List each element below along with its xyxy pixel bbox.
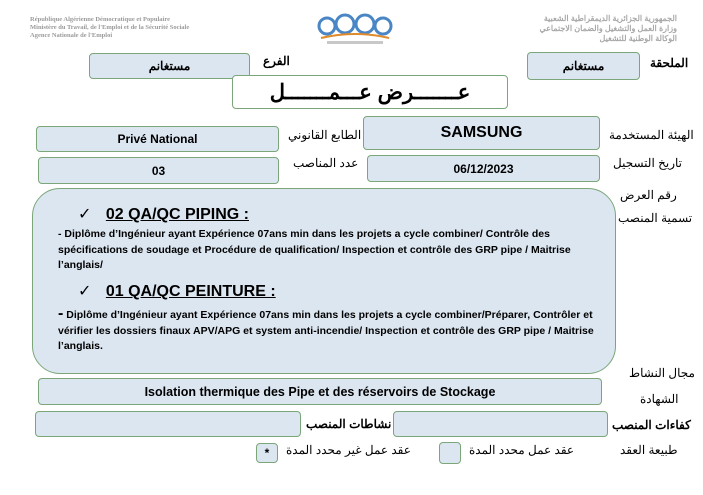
header-left-line-3: Agence Nationale de l'Emploi	[30, 32, 113, 39]
header-right-line-2: وزارة العمل والتشغيل والضمان الاجتماعي	[539, 24, 677, 33]
annex-value: مستغانم	[562, 59, 605, 73]
section-2-text: Diplôme d’Ingénieur ayant Expérience 07ans min dans les projets a cycle combiner/Préparer, Contrôler et vérifier les dossiers finaux APV/APG et system anti-incendie/ Inspection et contrôle des GRP pipe / Maitrise l’anglais.	[58, 309, 594, 352]
position-title-label: تسمية المنصب	[618, 211, 693, 225]
checkmark-icon: ✓	[78, 283, 92, 300]
competencies-label: كفاءات المنصب	[612, 418, 691, 432]
contract-indefinite-label: عقد عمل غير محدد المدة	[286, 443, 411, 457]
contract-label: طبيعة العقد	[620, 443, 678, 457]
activities-label: نشاطات المنصب	[306, 417, 392, 431]
section-1-header	[78, 204, 249, 224]
activities-field[interactable]	[35, 411, 301, 437]
legal-status-value: Privé National	[117, 132, 198, 146]
contract-fixed-checkbox[interactable]	[439, 442, 461, 464]
document-title: عـــــــرض عـــمـــــــل	[232, 75, 508, 109]
contract-indefinite-checkbox[interactable]	[256, 443, 278, 463]
section-2-header	[78, 281, 276, 301]
section-1-title: 02 QA/QC PIPING :	[105, 206, 249, 223]
branch-value: مستغانم	[148, 59, 191, 73]
header-right-line-3: الوكالة الوطنية للتشغيل	[599, 34, 677, 43]
header-left-line-1: République Algérienne Démocratique et Populaire	[30, 16, 170, 23]
certificate-label: الشهادة	[640, 392, 679, 406]
section-2-title: 01 QA/QC PEINTURE :	[105, 283, 276, 300]
header-right-line-1: الجمهورية الجزائرية الديمقراطية الشعبية	[543, 14, 677, 23]
registration-date-value: 06/12/2023	[453, 161, 514, 176]
section-1-text: - Diplôme d’Ingénieur ayant Expérience 07ans min dans les projets a cycle combiner/ Contrôle des spécifications de soudage et Procédure de qualification/ Inspection et contrôle des GRP pipe / Maitrise l’anglais/	[58, 228, 571, 271]
employer-field[interactable]	[363, 116, 600, 150]
checkmark-icon: ✓	[78, 206, 92, 223]
section-2-dash: -	[58, 305, 64, 322]
positions-count-field[interactable]	[38, 157, 279, 184]
legal-status-field[interactable]	[36, 126, 279, 152]
registration-date-label: تاريخ التسجيل	[613, 156, 682, 170]
branch-field[interactable]	[89, 53, 250, 79]
employer-label: الهيئة المستخدمة	[609, 128, 694, 142]
activity-label: مجال النشاط	[629, 366, 695, 380]
contract-fixed-label: عقد عمل محدد المدة	[469, 443, 575, 457]
registration-date-field[interactable]	[367, 155, 600, 182]
competencies-field[interactable]	[393, 411, 608, 437]
annex-field[interactable]	[527, 52, 640, 80]
agency-logo-icon	[313, 12, 398, 46]
activity-field[interactable]	[38, 378, 602, 405]
positions-count-value: 03	[151, 163, 166, 178]
offer-number-label: رقم العرض	[620, 188, 677, 202]
section-2-text-block	[58, 306, 606, 355]
annex-label: الملحقة	[650, 56, 689, 70]
activity-value: Isolation thermique des Pipe et des réservoirs de Stockage	[144, 384, 496, 399]
header-left-line-2: Ministère du Travail, de l'Emploi et de la Sécurité Sociale	[30, 24, 190, 31]
branch-label: الفرع	[263, 54, 290, 68]
contract-indefinite-mark: *	[264, 446, 270, 460]
employer-value: SAMSUNG	[440, 124, 523, 141]
positions-count-label: عدد المناصب	[293, 156, 359, 170]
legal-status-label: الطابع القانوني	[288, 128, 362, 142]
